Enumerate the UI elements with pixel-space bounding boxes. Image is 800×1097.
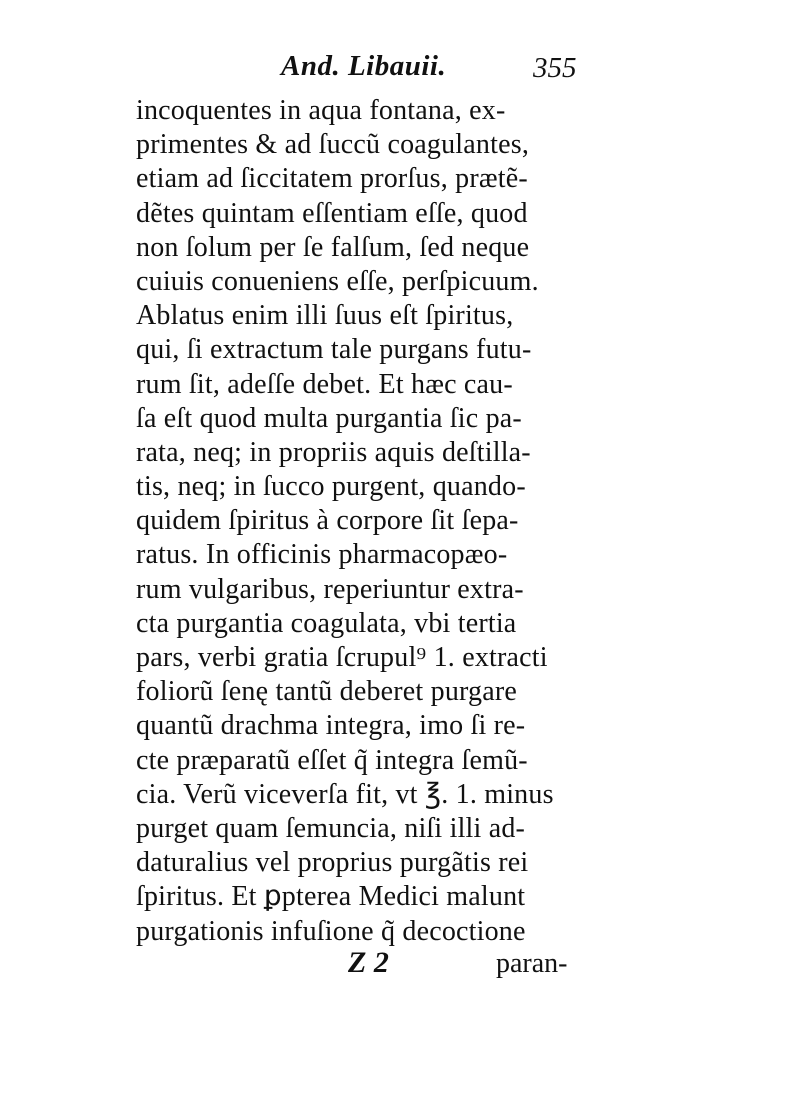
text-line: purgationis infuſione q̃ decoctione [136, 915, 526, 947]
page-header [0, 50, 800, 94]
body-text [136, 94, 596, 949]
text-line: cta purgantia coagulata, vbi tertia [136, 607, 517, 639]
text-line: foliorũ ſenę tantũ deberet purgare [136, 676, 518, 708]
text-line: etiam ad ſiccitatem prorſus, prætẽ- [136, 163, 528, 195]
text-line: quantũ drachma integra, imo ſi re- [136, 710, 526, 742]
text-line: dẽtes quintam eſſentiam eſſe, quod [136, 197, 528, 229]
page-number: 355 [533, 52, 577, 84]
text-line: tis, neq; in ſucco purgent, quando- [136, 471, 526, 503]
text-line: ſa eſt quod multa purgantia ſic pa- [136, 402, 522, 434]
running-head: And. Libauii. [281, 50, 447, 82]
text-line: incoquentes in aqua fontana, ex- [136, 95, 506, 126]
text-line: cia. Verũ viceverſa fit, vt ℥. 1. minus [136, 778, 554, 810]
text-line: rata, neq; in propriis aquis deſtilla- [136, 436, 531, 468]
text-line: cuiuis conueniens eſſe, perſpicuum. [136, 265, 539, 297]
text-line: purget quam ſemuncia, niſi illi ad- [136, 812, 526, 844]
text-line: rum ſit, adeſſe debet. Et hæc cau- [136, 368, 513, 400]
text-line: cte præparatũ eſſet q̃ integra ſemũ- [136, 744, 528, 776]
text-line: primentes & ad ſuccũ coagulantes, [136, 129, 530, 161]
text-line: quidem ſpiritus à corpore ſit ſepa- [136, 505, 519, 537]
signature-mark: Z 2 [348, 946, 389, 979]
text-line: daturalius vel proprius purgãtis rei [136, 847, 529, 879]
text-line: Ablatus enim illi ſuus eſt ſpiritus, [136, 300, 514, 332]
page-footer [0, 946, 800, 990]
text-line: rum vulgaribus, reperiuntur extra- [136, 573, 524, 605]
text-line: non ſolum per ſe falſum, ſed neque [136, 231, 530, 263]
text-line: pars, verbi gratia ſcrupul⁹ 1. extracti [136, 642, 548, 673]
text-line: ſpiritus. Et ꝑpterea Medici malunt [136, 881, 526, 913]
catchword: paran- [496, 948, 568, 979]
text-line: ratus. In officinis pharmacopæo- [136, 539, 508, 571]
text-line: qui, ſi extractum tale purgans futu- [136, 334, 532, 366]
